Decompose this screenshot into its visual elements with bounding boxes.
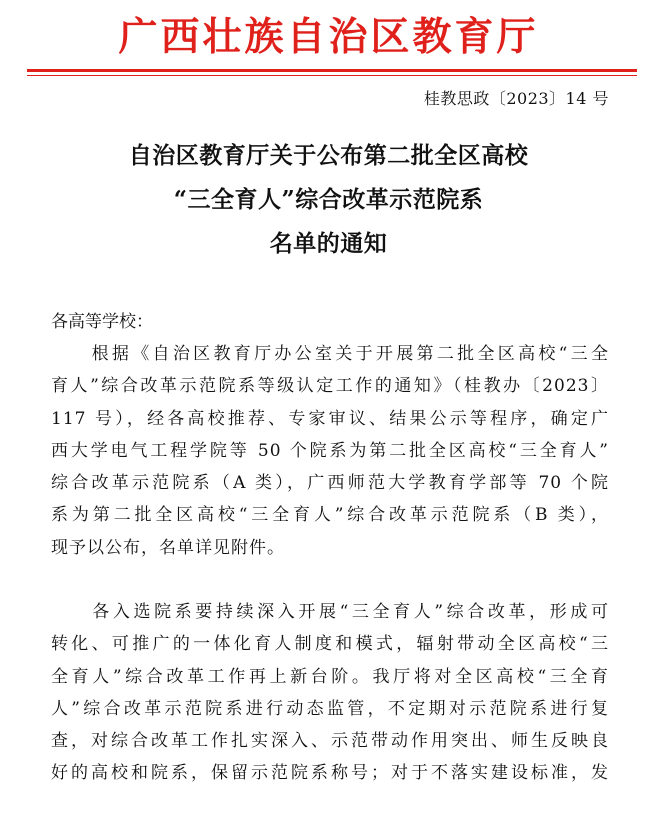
paragraph-line: 系为第二批全区高校“三全育人”综合改革示范院系（B 类）， — [51, 505, 609, 526]
title-line-2: “三全育人”综合改革示范院系 — [173, 186, 484, 213]
header-red-rule-thin — [27, 75, 637, 76]
paragraph-line: 全育人”综合改革工作再上新台阶。我厅将对全区高校“三全育 — [51, 666, 609, 687]
paragraph-line: 育人”综合改革示范院系等级认定工作的通知》（桂教办〔2023〕 — [51, 376, 609, 397]
document-number: 桂教思政〔2023〕14 号 — [423, 89, 609, 108]
paragraph-line: 117 号），经各高校推荐、专家审议、结果公示等程序，确定广 — [51, 408, 609, 429]
paragraph-line: 综合改革示范院系（A 类），广西师范大学教育学部等 70 个院 — [51, 473, 609, 494]
paragraph-line: 各入选院系要持续深入开展“三全育人”综合改革，形成可 — [51, 602, 609, 622]
paragraph-line: 根据《自治区教育厅办公室关于开展第二批全区高校“三全 — [51, 344, 609, 364]
title-line-3: 名单的通知 — [269, 230, 388, 257]
header-red-rule-thick — [27, 69, 637, 72]
salutation: 各高等学校： — [51, 312, 153, 332]
document-title — [0, 134, 657, 266]
paragraph-line: 人”综合改革示范院系进行动态监管，不定期对示范院系进行复 — [51, 698, 609, 719]
paragraph-line: 西大学电气工程学院等 50 个院系为第二批全区高校“三全育人” — [51, 440, 609, 461]
body-paragraph-2 — [51, 596, 609, 790]
paragraph-line: 转化、可推广的一体化育人制度和模式，辐射带动全区高校“三 — [51, 634, 609, 655]
paragraph-line: 查，对综合改革工作扎实深入、示范带动作用突出、师生反映良 — [51, 731, 609, 752]
paragraph-line: 好的高校和院系，保留示范院系称号；对于不落实建设标准，发 — [51, 763, 609, 784]
paragraph-line: 现予以公布，名单详见附件。 — [51, 537, 285, 558]
issuing-authority-header: 广西壮族自治区教育厅 — [118, 14, 539, 60]
title-line-1: 自治区教育厅关于公布第二批全区高校 — [128, 142, 529, 169]
body-paragraph-1 — [51, 338, 609, 564]
